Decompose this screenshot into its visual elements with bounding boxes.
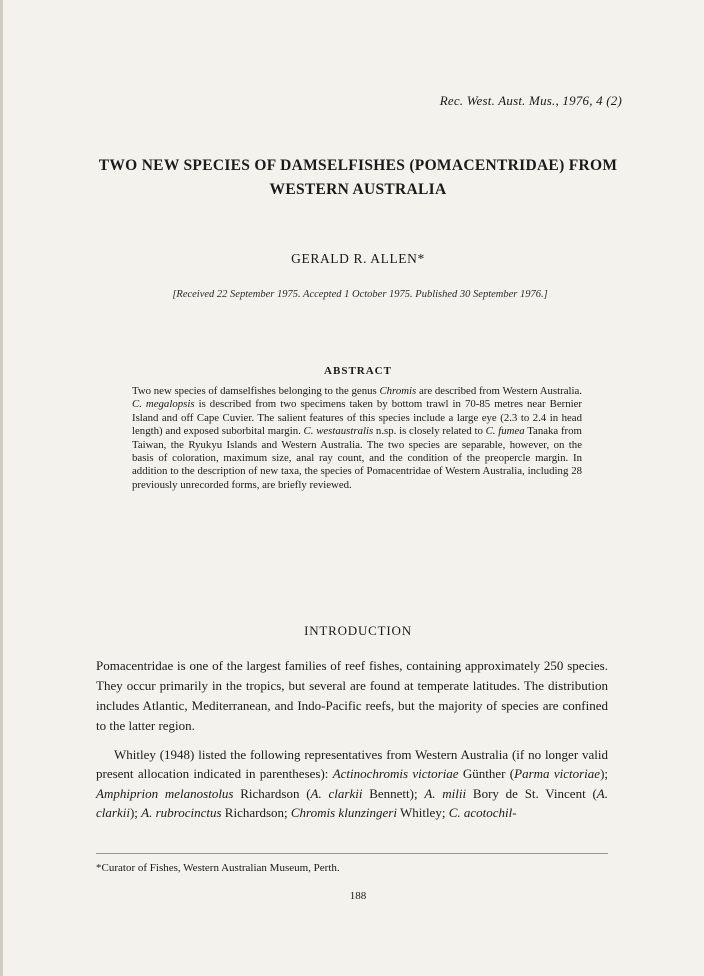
abstract-species-2: C. westaustralis — [303, 425, 374, 438]
abstract-text: are described from Western Australia. — [416, 385, 582, 397]
intro-taxon: A. clarkii — [96, 785, 608, 820]
intro-text: ); — [600, 766, 609, 782]
intro-taxon: Chromis klunzingeri — [290, 804, 397, 820]
intro-taxon: Actinochromis victoriae — [332, 766, 459, 782]
abstract-body — [132, 385, 582, 492]
received-dates: [Received 22 September 1975. Accepted 1 October 1975. Published 30 September 1976.] — [172, 289, 548, 300]
scan-edge — [0, 0, 3, 976]
intro-taxon: Parma victoriae — [514, 766, 601, 782]
intro-taxon: Amphiprion melanostolus — [96, 785, 234, 801]
abstract-species-1: C. megalopsis — [132, 398, 195, 411]
abstract-heading: ABSTRACT — [324, 365, 392, 377]
intro-text: ); — [129, 804, 142, 820]
intro-text: Bennett); — [362, 785, 425, 801]
abstract-text: is described from two specimens taken by bottom trawl in 70-85 metres near Bernier Island and off Cape Cuvier. The salient features of this species include a large eye (2.3 to 2.4 in head length) and exposed suborbital margin. — [132, 398, 583, 438]
intro-text: Whitley (1948) listed the following representatives from Western Australia (if no longer valid present allocation indicated in parentheses): — [96, 747, 608, 782]
abstract-text: Two new species of damselfishes belonging to the genus — [132, 385, 380, 397]
abstract-genus: Chromis — [379, 385, 417, 397]
intro-text: Richardson; — [221, 804, 291, 820]
footnote-divider — [96, 853, 608, 854]
paper-title: TWO NEW SPECIES OF DAMSELFISHES (POMACENTRIDAE) FROM WESTERN AUSTRALIA — [98, 157, 618, 198]
abstract-text: n.sp. is closely related to — [373, 425, 486, 438]
intro-text: Bory de St. Vincent ( — [466, 785, 597, 801]
author-name: GERALD R. ALLEN* — [291, 251, 425, 266]
intro-taxon: A. clarkii — [310, 785, 363, 801]
intro-text: Günther ( — [458, 766, 515, 782]
introduction-paragraph-1: Pomacentridae is one of the largest families of reef fishes, containing approximately 250 species. They occur primarily in the tropics, but several are found at temperate latitudes. The distribution includes Atlantic, Mediterranean, and Indo-Pacific reefs, but the majority of species are confined to the latter region. — [96, 658, 608, 733]
abstract-text: Tanaka from Taiwan, the Ryukyu Islands and Western Australia. The two species are separable, however, on the basis of coloration, maximum size, anal ray count, and the condition of the preopercle margin. In addition to the description of new taxa, the species of Pomacentridae of Western Australia, including 28 previously unrecorded forms, are briefly reviewed. — [132, 425, 582, 491]
page-number: 188 — [349, 890, 367, 902]
footnote: *Curator of Fishes, Western Australian Museum, Perth. — [96, 862, 340, 874]
intro-taxon: C. acotochil- — [448, 804, 517, 820]
intro-taxon: A. rubrocinctus — [141, 804, 222, 820]
introduction-paragraph-2 — [96, 745, 608, 822]
intro-text: Richardson ( — [233, 785, 311, 801]
intro-taxon: A. milii — [424, 785, 467, 801]
intro-text: Whitley; — [396, 804, 449, 820]
introduction-heading: INTRODUCTION — [304, 623, 412, 638]
journal-reference: Rec. West. Aust. Mus., 1976, 4 (2) — [439, 93, 622, 108]
abstract-species-3: C. fumea — [485, 425, 525, 438]
